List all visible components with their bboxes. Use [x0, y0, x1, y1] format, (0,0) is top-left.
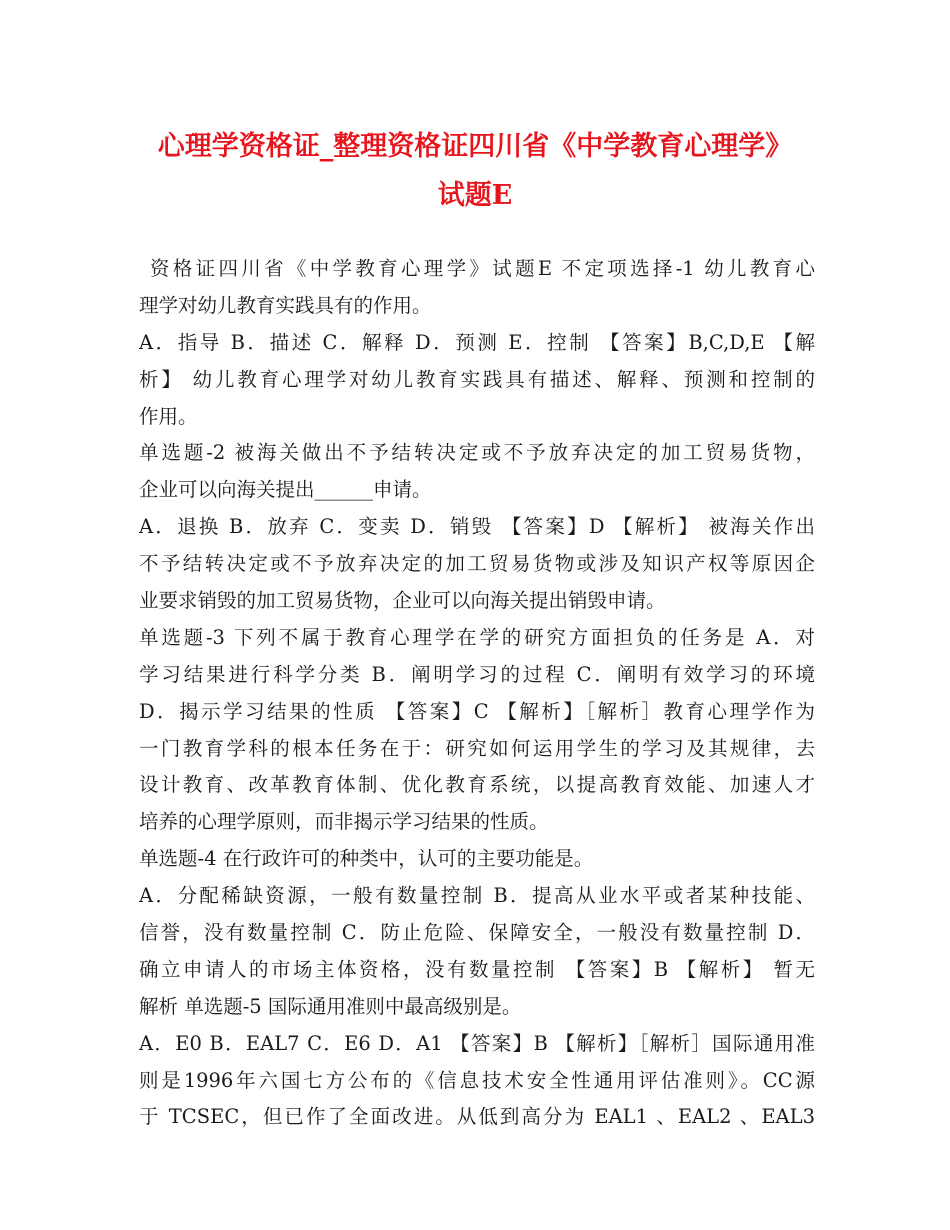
body-line: 于 TCSEC，但已作了全面改进。从低到高分为 EAL1 、EAL2 、EAL3	[139, 1105, 815, 1129]
document-title-line-2: 试题E	[437, 180, 513, 211]
body-line: 析】 幼儿教育心理学对幼儿教育实践具有描述、解释、预测和控制的	[139, 367, 815, 391]
body-line: 不予结转决定或不予放弃决定的加工贸易货物或涉及知识产权等原因企	[139, 552, 815, 576]
body-line: 单选题-3 下列不属于教育心理学在学的研究方面担负的任务是 A．对	[139, 625, 815, 649]
body-line: 业要求销毁的加工贸易货物，企业可以向海关提出销毁申请。	[139, 589, 666, 613]
body-line: 理学对幼儿教育实践具有的作用。	[139, 293, 432, 317]
body-line: A．分配稀缺资源，一般有数量控制 B．提高从业水平或者某种技能、	[139, 884, 815, 908]
body-line: A．E0 B．EAL7 C．E6 D．A1 【答案】B 【解析】［解析］国际通用准	[139, 1031, 815, 1055]
body-line: 确立申请人的市场主体资格，没有数量控制 【答案】B 【解析】 暂无	[139, 957, 815, 981]
body-line: D．揭示学习结果的性质 【答案】C 【解析】［解析］教育心理学作为	[139, 699, 815, 723]
body-line: 资格证四川省《中学教育心理学》试题E 不定项选择-1 幼儿教育心	[150, 257, 815, 280]
body-line: A．退换 B．放弃 C．变卖 D．销毁 【答案】D 【解析】 被海关作出	[139, 515, 815, 539]
body-line: 单选题-2 被海关做出不予结转决定或不予放弃决定的加工贸易货物，	[139, 441, 815, 465]
body-line: 单选题-4 在行政许可的种类中，认可的主要功能是。	[139, 847, 594, 871]
body-line: 则是1996年六国七方公布的《信息技术安全性通用评估准则》。CC源	[139, 1068, 815, 1092]
body-line: 解析 单选题-5 国际通用准则中最高级别是。	[139, 994, 522, 1018]
body-line: 信誉，没有数量控制 C．防止危险、保障安全，一般没有数量控制 D．	[139, 921, 815, 945]
body-line: A．指导 B．描述 C．解释 D．预测 E．控制 【答案】B,C,D,E 【解	[139, 330, 815, 354]
document-title-line-1: 心理学资格证_整理资格证四川省《中学教育心理学》	[157, 131, 793, 162]
body-line: 培养的心理学原则，而非揭示学习结果的性质。	[139, 810, 549, 834]
body-line: 学习结果进行科学分类 B．阐明学习的过程 C．阐明有效学习的环境	[139, 662, 815, 686]
body-line: 一门教育学科的根本任务在于：研究如何运用学生的学习及其规律，去	[139, 736, 815, 760]
document-body	[139, 251, 815, 1136]
body-line: 企业可以向海关提出______申请。	[139, 478, 432, 502]
body-line: 作用。	[139, 404, 198, 428]
body-line: 设计教育、改革教育体制、优化教育系统，以提高教育效能、加速人才	[139, 773, 815, 797]
